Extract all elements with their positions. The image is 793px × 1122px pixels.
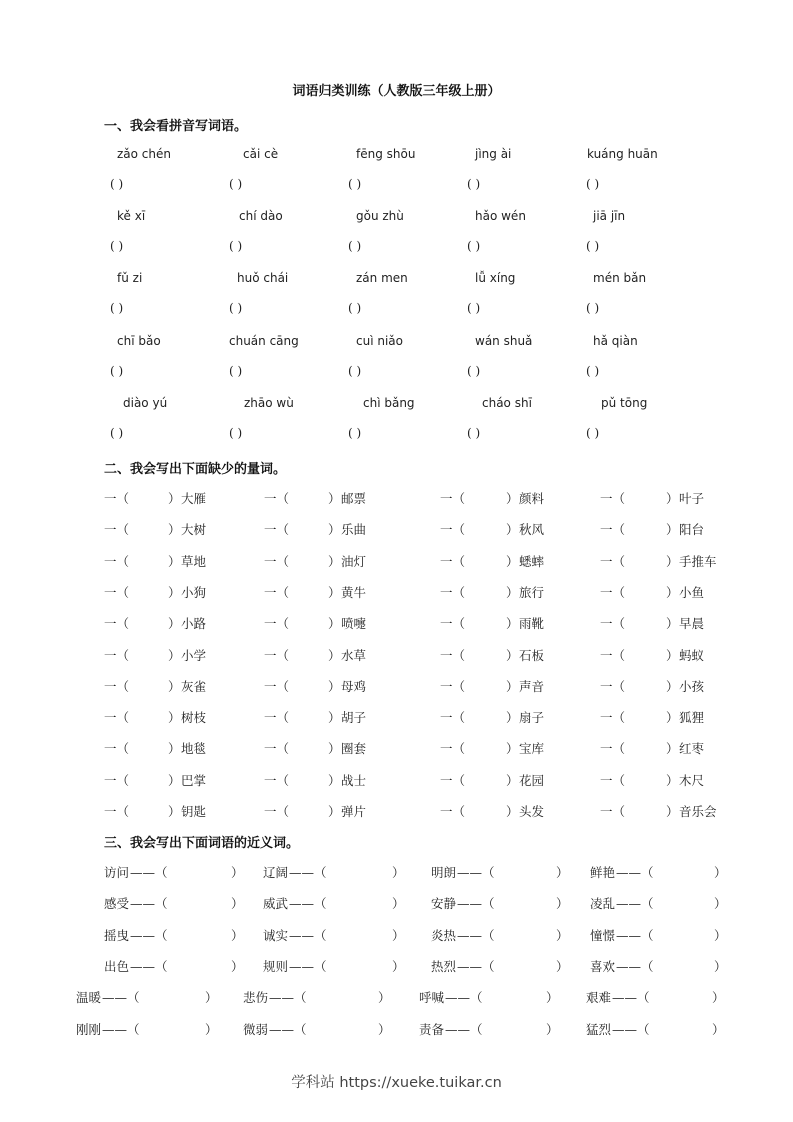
noun-word: 小孩 (679, 678, 705, 694)
bracket-close: ） (328, 710, 341, 726)
answer-blank[interactable]: ( ) (586, 177, 600, 191)
synonym-answer-blank[interactable]: ——（ (289, 865, 327, 880)
answer-blank[interactable]: ( ) (348, 239, 362, 253)
measure-word-blank[interactable]: 一（ (600, 491, 626, 506)
measure-word-blank[interactable]: 一（ (104, 553, 130, 569)
synonym-word: 感受 (104, 896, 130, 912)
bracket-close: ） (666, 647, 679, 663)
noun-word: 树枝 (181, 710, 207, 726)
noun-word: 地毯 (181, 741, 207, 757)
measure-word-blank[interactable]: 一（ (440, 647, 466, 663)
bracket-close: ） (506, 491, 519, 506)
synonym-word: 出色 (104, 958, 130, 974)
measure-word-blank[interactable]: 一（ (600, 647, 626, 663)
pinyin-prompt: pǔ tōng (601, 396, 648, 410)
measure-word-blank[interactable]: 一（ (104, 710, 130, 726)
bracket-close: ） (714, 958, 727, 974)
bracket-close: ） (231, 865, 244, 880)
synonym-answer-blank[interactable]: ——（ (130, 927, 168, 943)
synonym-word: 辽阔 (263, 865, 289, 880)
bracket-close: ） (506, 741, 519, 757)
measure-word-blank[interactable]: 一（ (264, 491, 290, 506)
synonym-word: 威武 (263, 896, 289, 912)
pinyin-prompt: huǒ chái (237, 271, 289, 285)
synonym-answer-blank[interactable]: ——（ (269, 990, 307, 1006)
bracket-close: ） (168, 710, 181, 726)
synonym-word: 艰难 (586, 990, 612, 1006)
bracket-close: ） (378, 990, 391, 1006)
measure-word-blank[interactable]: 一（ (440, 772, 466, 788)
synonym-answer-blank[interactable]: ——（ (130, 958, 168, 974)
bracket-close: ） (392, 927, 405, 943)
noun-word: 钥匙 (181, 804, 207, 819)
bracket-close: ） (392, 865, 405, 880)
noun-word: 母鸡 (341, 678, 367, 694)
answer-blank[interactable]: ( ) (348, 301, 362, 315)
pinyin-prompt: chì bǎng (363, 396, 415, 410)
answer-blank[interactable]: ( ) (348, 177, 362, 191)
pinyin-prompt: cuì niǎo (356, 334, 403, 348)
noun-word: 石板 (519, 647, 545, 663)
synonym-word: 热烈 (431, 958, 457, 974)
bracket-close: ） (666, 710, 679, 726)
bracket-close: ） (328, 647, 341, 663)
noun-word: 小鱼 (679, 584, 705, 600)
measure-word-blank[interactable]: 一（ (440, 741, 466, 757)
noun-word: 蟋蟀 (519, 553, 545, 569)
measure-word-blank[interactable]: 一（ (440, 710, 466, 726)
bracket-close: ） (666, 584, 679, 600)
answer-blank[interactable]: ( ) (467, 426, 481, 440)
synonym-answer-blank[interactable]: ——（ (289, 896, 327, 912)
pinyin-prompt: cǎi cè (243, 147, 279, 161)
bracket-close: ） (168, 522, 181, 538)
answer-blank[interactable]: ( ) (229, 239, 243, 253)
bracket-close: ） (506, 678, 519, 694)
bracket-close: ） (506, 804, 519, 819)
noun-word: 灰雀 (181, 678, 207, 694)
measure-word-blank[interactable]: 一（ (600, 616, 626, 632)
noun-word: 叶子 (679, 491, 705, 506)
bracket-close: ） (205, 1021, 218, 1037)
answer-blank[interactable]: ( ) (110, 177, 124, 191)
bracket-close: ） (666, 553, 679, 569)
noun-word: 弹片 (341, 804, 367, 819)
pinyin-prompt: cháo shī (482, 396, 532, 410)
noun-word: 战士 (341, 772, 367, 788)
bracket-close: ） (556, 896, 569, 912)
bracket-close: ） (378, 1021, 391, 1037)
measure-word-blank[interactable]: 一（ (264, 647, 290, 663)
pinyin-prompt: jiā jīn (593, 209, 626, 223)
synonym-word: 诚实 (263, 927, 289, 943)
answer-blank[interactable]: ( ) (110, 239, 124, 253)
noun-word: 草地 (181, 553, 207, 569)
bracket-close: ） (231, 927, 244, 943)
pinyin-prompt: zán men (356, 271, 408, 285)
bracket-close: ） (556, 865, 569, 880)
pinyin-prompt: fǔ zi (117, 271, 143, 285)
synonym-answer-blank[interactable]: ——（ (289, 958, 327, 974)
synonym-word: 喜欢 (590, 958, 616, 974)
measure-word-blank[interactable]: 一（ (600, 553, 626, 569)
measure-word-blank[interactable]: 一（ (264, 584, 290, 600)
bracket-close: ） (666, 522, 679, 538)
bracket-close: ） (556, 958, 569, 974)
measure-word-blank[interactable]: 一（ (104, 772, 130, 788)
bracket-close: ） (666, 804, 679, 819)
synonym-word: 憧憬 (590, 927, 616, 943)
pinyin-prompt: kuáng huān (587, 147, 658, 161)
synonym-word: 凌乱 (590, 896, 616, 912)
bracket-close: ） (231, 896, 244, 912)
noun-word: 巴掌 (181, 772, 207, 788)
noun-word: 胡子 (341, 710, 367, 726)
synonym-word: 悲伤 (243, 990, 269, 1006)
measure-word-blank[interactable]: 一（ (264, 772, 290, 788)
measure-word-blank[interactable]: 一（ (264, 678, 290, 694)
answer-blank[interactable]: ( ) (110, 364, 124, 378)
answer-blank[interactable]: ( ) (229, 177, 243, 191)
bracket-close: ） (546, 1021, 559, 1037)
section2-heading: 二、我会写出下面缺少的量词。 (104, 462, 287, 477)
synonym-answer-blank[interactable]: ——（ (445, 990, 483, 1006)
pinyin-prompt: chí dào (239, 209, 283, 223)
bracket-close: ） (168, 772, 181, 788)
noun-word: 狐狸 (679, 710, 705, 726)
measure-word-blank[interactable]: 一（ (264, 741, 290, 757)
synonym-word: 炎热 (431, 927, 457, 943)
synonym-answer-blank[interactable]: ——（ (457, 927, 495, 943)
bracket-close: ） (168, 616, 181, 632)
bracket-close: ） (328, 616, 341, 632)
bracket-close: ） (231, 958, 244, 974)
noun-word: 蚂蚁 (679, 647, 705, 663)
noun-word: 油灯 (341, 553, 367, 569)
noun-word: 花园 (519, 772, 545, 788)
noun-word: 大树 (181, 522, 207, 538)
measure-word-blank[interactable]: 一（ (104, 804, 130, 819)
bracket-close: ） (666, 772, 679, 788)
noun-word: 旅行 (519, 584, 545, 600)
measure-word-blank[interactable]: 一（ (600, 804, 626, 819)
answer-blank[interactable]: ( ) (586, 301, 600, 315)
section1-heading: 一、我会看拼音写词语。 (104, 119, 248, 134)
answer-blank[interactable]: ( ) (229, 301, 243, 315)
footer-watermark: 学科站 https://xueke.tuikar.cn (291, 1075, 502, 1091)
noun-word: 秋风 (519, 522, 545, 538)
noun-word: 手推车 (679, 553, 717, 569)
noun-word: 音乐会 (679, 804, 717, 819)
synonym-word: 呼喊 (419, 990, 445, 1006)
synonym-word: 微弱 (243, 1021, 269, 1037)
synonym-answer-blank[interactable]: ——（ (269, 1021, 307, 1037)
synonym-answer-blank[interactable]: ——（ (289, 927, 327, 943)
noun-word: 早晨 (679, 616, 705, 632)
bracket-close: ） (392, 958, 405, 974)
bracket-close: ） (666, 678, 679, 694)
synonym-answer-blank[interactable]: ——（ (457, 958, 495, 974)
bracket-close: ） (666, 741, 679, 757)
synonym-answer-blank[interactable]: ——（ (457, 865, 495, 880)
measure-word-blank[interactable]: 一（ (440, 553, 466, 569)
bracket-close: ） (714, 927, 727, 943)
measure-word-blank[interactable]: 一（ (104, 741, 130, 757)
noun-word: 小狗 (181, 584, 207, 600)
synonym-answer-blank[interactable]: ——（ (102, 990, 140, 1006)
synonym-answer-blank[interactable]: ——（ (612, 990, 650, 1006)
measure-word-blank[interactable]: 一（ (104, 647, 130, 663)
answer-blank[interactable]: ( ) (586, 239, 600, 253)
synonym-word: 鲜艳 (590, 865, 616, 880)
noun-word: 木尺 (679, 772, 705, 788)
pinyin-prompt: diào yú (123, 396, 168, 410)
bracket-close: ） (712, 990, 725, 1006)
bracket-close: ） (328, 584, 341, 600)
synonym-answer-blank[interactable]: ——（ (616, 927, 654, 943)
synonym-word: 明朗 (431, 865, 457, 880)
bracket-close: ） (666, 616, 679, 632)
bracket-close: ） (666, 491, 679, 506)
noun-word: 阳台 (679, 522, 705, 538)
noun-word: 乐曲 (341, 522, 367, 538)
synonym-word: 访问 (104, 865, 130, 880)
bracket-close: ） (168, 553, 181, 569)
noun-word: 大雁 (181, 491, 207, 506)
bracket-close: ） (328, 741, 341, 757)
synonym-answer-blank[interactable]: ——（ (457, 896, 495, 912)
bracket-close: ） (506, 584, 519, 600)
bracket-close: ） (714, 865, 727, 880)
measure-word-blank[interactable]: 一（ (104, 491, 130, 506)
measure-word-blank[interactable]: 一（ (440, 584, 466, 600)
bracket-close: ） (328, 491, 341, 506)
synonym-answer-blank[interactable]: ——（ (616, 865, 654, 880)
synonym-word: 安静 (431, 896, 457, 912)
answer-blank[interactable]: ( ) (229, 426, 243, 440)
synonym-word: 猛烈 (586, 1021, 612, 1037)
bracket-close: ） (168, 678, 181, 694)
noun-word: 喷嚏 (341, 616, 367, 632)
measure-word-blank[interactable]: 一（ (440, 804, 466, 819)
answer-blank[interactable]: ( ) (586, 426, 600, 440)
answer-blank[interactable]: ( ) (467, 301, 481, 315)
answer-blank[interactable]: ( ) (348, 364, 362, 378)
section3-heading: 三、我会写出下面词语的近义词。 (104, 836, 300, 851)
pinyin-prompt: zhāo wù (244, 396, 294, 410)
pinyin-prompt: chuán cāng (229, 334, 299, 348)
pinyin-prompt: wán shuǎ (475, 334, 533, 348)
bracket-close: ） (714, 896, 727, 912)
bracket-close: ） (506, 710, 519, 726)
pinyin-prompt: mén bǎn (593, 271, 647, 285)
synonym-word: 规则 (263, 958, 289, 974)
bracket-close: ） (506, 553, 519, 569)
answer-blank[interactable]: ( ) (348, 426, 362, 440)
noun-word: 圈套 (341, 741, 367, 757)
answer-blank[interactable]: ( ) (110, 426, 124, 440)
noun-word: 小路 (181, 616, 207, 632)
measure-word-blank[interactable]: 一（ (440, 616, 466, 632)
answer-blank[interactable]: ( ) (467, 364, 481, 378)
synonym-word: 温暖 (76, 990, 102, 1006)
pinyin-prompt: jìng ài (475, 147, 512, 161)
measure-word-blank[interactable]: 一（ (440, 678, 466, 694)
noun-word: 宝库 (519, 741, 545, 757)
pinyin-prompt: zǎo chén (117, 147, 171, 161)
measure-word-blank[interactable]: 一（ (600, 741, 626, 757)
measure-word-blank[interactable]: 一（ (440, 522, 466, 538)
synonym-answer-blank[interactable]: ——（ (616, 958, 654, 974)
measure-word-blank[interactable]: 一（ (104, 616, 130, 632)
measure-word-blank[interactable]: 一（ (264, 804, 290, 819)
noun-word: 邮票 (341, 491, 367, 506)
answer-blank[interactable]: ( ) (229, 364, 243, 378)
pinyin-prompt: lǚ xíng (475, 271, 516, 285)
bracket-close: ） (168, 491, 181, 506)
synonym-answer-blank[interactable]: ——（ (130, 865, 168, 880)
bracket-close: ） (168, 741, 181, 757)
synonym-answer-blank[interactable]: ——（ (612, 1021, 650, 1037)
bracket-close: ） (328, 804, 341, 819)
measure-word-blank[interactable]: 一（ (264, 553, 290, 569)
bracket-close: ） (506, 616, 519, 632)
noun-word: 黄牛 (341, 584, 367, 600)
synonym-word: 摇曳 (104, 927, 130, 943)
worksheet-title: 词语归类训练（人教版三年级上册） (292, 84, 501, 99)
noun-word: 头发 (519, 804, 545, 819)
bracket-close: ） (168, 804, 181, 819)
noun-word: 雨靴 (519, 616, 545, 632)
measure-word-blank[interactable]: 一（ (600, 584, 626, 600)
bracket-close: ） (556, 927, 569, 943)
pinyin-prompt: fēng shōu (356, 147, 416, 161)
noun-word: 扇子 (519, 710, 545, 726)
synonym-answer-blank[interactable]: ——（ (616, 896, 654, 912)
measure-word-blank[interactable]: 一（ (600, 678, 626, 694)
measure-word-blank[interactable]: 一（ (264, 710, 290, 726)
bracket-close: ） (546, 990, 559, 1006)
bracket-close: ） (328, 772, 341, 788)
noun-word: 水草 (341, 647, 367, 663)
answer-blank[interactable]: ( ) (467, 177, 481, 191)
answer-blank[interactable]: ( ) (467, 239, 481, 253)
measure-word-blank[interactable]: 一（ (104, 678, 130, 694)
measure-word-blank[interactable]: 一（ (600, 772, 626, 788)
measure-word-blank[interactable]: 一（ (264, 616, 290, 632)
noun-word: 小学 (181, 647, 207, 663)
synonym-answer-blank[interactable]: ——（ (445, 1021, 483, 1037)
bracket-close: ） (168, 584, 181, 600)
synonym-word: 责备 (419, 1021, 445, 1037)
pinyin-prompt: hǎ qiàn (593, 334, 638, 348)
answer-blank[interactable]: ( ) (110, 301, 124, 315)
bracket-close: ） (506, 647, 519, 663)
bracket-close: ） (712, 1021, 725, 1037)
bracket-close: ） (506, 522, 519, 538)
synonym-answer-blank[interactable]: ——（ (130, 896, 168, 912)
noun-word: 颜料 (519, 491, 545, 506)
measure-word-blank[interactable]: 一（ (440, 491, 466, 506)
bracket-close: ） (392, 896, 405, 912)
bracket-close: ） (328, 553, 341, 569)
bracket-close: ） (205, 990, 218, 1006)
pinyin-prompt: kě xī (117, 209, 146, 223)
measure-word-blank[interactable]: 一（ (104, 584, 130, 600)
pinyin-prompt: hǎo wén (475, 209, 526, 223)
bracket-close: ） (328, 522, 341, 538)
synonym-word: 刚刚 (76, 1021, 102, 1037)
pinyin-prompt: gǒu zhù (356, 209, 404, 223)
measure-word-blank[interactable]: 一（ (104, 522, 130, 538)
measure-word-blank[interactable]: 一（ (600, 710, 626, 726)
noun-word: 红枣 (679, 741, 705, 757)
noun-word: 声音 (519, 678, 545, 694)
pinyin-prompt: chī bǎo (117, 334, 161, 348)
bracket-close: ） (506, 772, 519, 788)
measure-word-blank[interactable]: 一（ (600, 522, 626, 538)
bracket-close: ） (168, 647, 181, 663)
synonym-answer-blank[interactable]: ——（ (102, 1021, 140, 1037)
answer-blank[interactable]: ( ) (586, 364, 600, 378)
measure-word-blank[interactable]: 一（ (264, 522, 290, 538)
bracket-close: ） (328, 678, 341, 694)
